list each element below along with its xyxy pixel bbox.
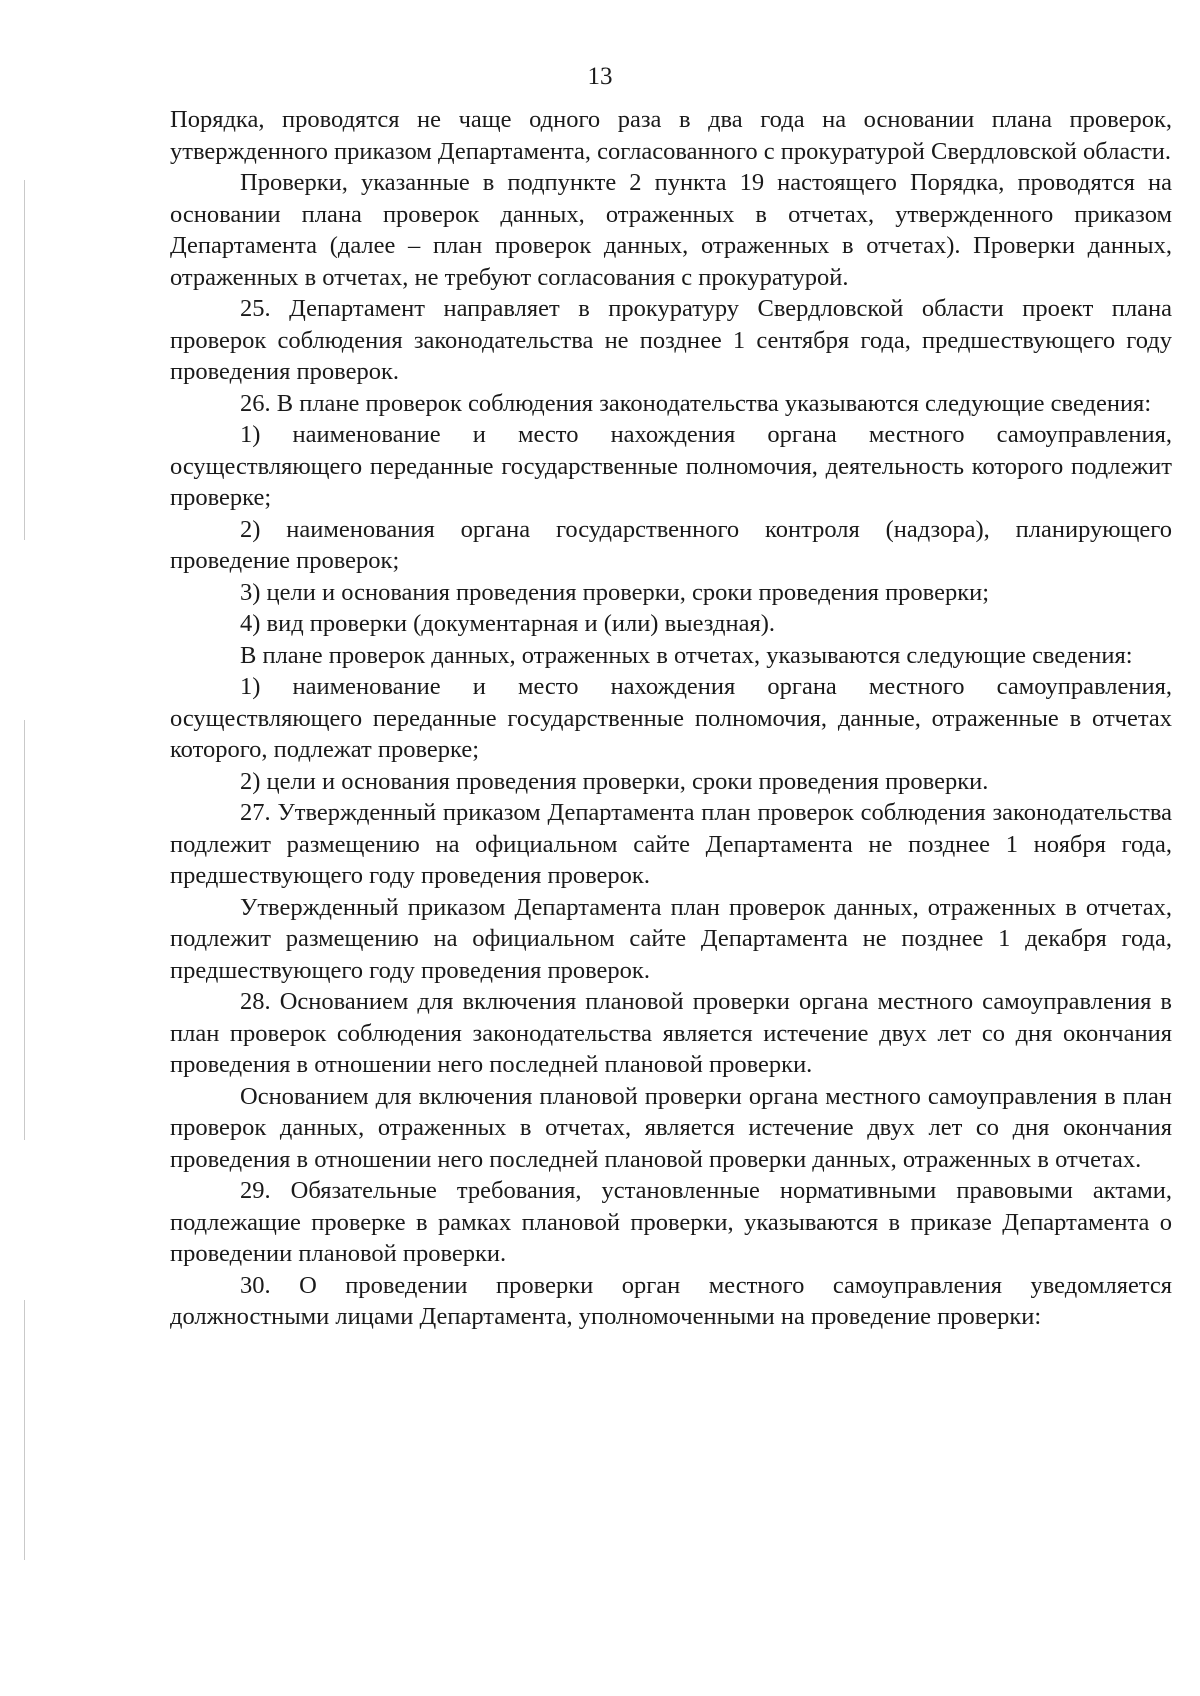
list-item: 2) наименования органа государственного контроля (надзора), планирующего проведение проверок; (170, 515, 1172, 574)
scan-edge-mark (24, 180, 25, 540)
paragraph: Порядка, проводятся не чаще одного раза в два года на основании плана проверок, утвержденного приказом Департамента, согласованного с прокуратурой Свердловской области. (170, 106, 1172, 165)
paragraph: Проверки, указанные в подпункте 2 пункта 19 настоящего Порядка, проводятся на основании плана проверок данных, отраженных в отчетах, утвержденного приказом Департамента (далее – план проверок данных, отраженных в отчетах). Проверки данных, отраженных в отчетах, не требуют согласования с прокуратурой. (170, 169, 1172, 291)
scan-edge-mark (24, 720, 25, 1140)
paragraph-item-25: 25. Департамент направляет в прокуратуру Свердловской области проект плана проверок соблюдения законодательства не позднее 1 сентября года, предшествующего году проведения проверок. (170, 295, 1172, 385)
paragraph: В плане проверок данных, отраженных в отчетах, указываются следующие сведения: (240, 641, 1133, 669)
paragraph: Утвержденный приказом Департамента план проверок данных, отраженных в отчетах, подлежит размещению на официальном сайте Департамента не позднее 1 декабря года, предшествующего году проведения проверок. (170, 893, 1172, 984)
paragraph-item-30: 30. О проведении проверки орган местного самоуправления уведомляется должностными лицами Департамента, уполномоченными на проведение проверки: (170, 1271, 1172, 1330)
list-item: 4) вид проверки (документарная и (или) выездная). (240, 610, 776, 637)
scan-edge-mark (24, 1300, 25, 1560)
paragraph-item-26: 26. В плане проверок соблюдения законодательства указываются следующие сведения: (240, 389, 1152, 417)
paragraph-item-29: 29. Обязательные требования, установленные нормативными правовыми актами, подлежащие проверке в рамках плановой проверки, указываются в приказе Департамента о проведении плановой проверки. (170, 1177, 1172, 1267)
list-item: 3) цели и основания проведения проверки, сроки проведения проверки; (240, 578, 990, 606)
document-body (170, 104, 1172, 1333)
paragraph-item-27: 27. Утвержденный приказом Департамента план проверок соблюдения законодательства подлежит размещению на официальном сайте Департамента не позднее 1 ноября года, предшествующего году проведения проверок. (170, 799, 1172, 889)
list-item: 2) цели и основания проведения проверки, сроки проведения проверки. (240, 767, 989, 795)
list-item: 1) наименование и место нахождения органа местного самоуправления, осуществляющего переданные государственные полномочия, деятельность которого подлежит проверке; (170, 421, 1172, 511)
list-item: 1) наименование и место нахождения органа местного самоуправления, осуществляющего переданные государственные полномочия, данные, отраженные в отчетах которого, подлежат проверке; (170, 673, 1172, 763)
paragraph: Основанием для включения плановой проверки органа местного самоуправления в план проверок данных, отраженных в отчетах, является истечение двух лет со дня окончания проведения в отношении него последней плановой проверки данных, отраженных в отчетах. (170, 1082, 1172, 1173)
page-number: 13 (587, 63, 613, 90)
paragraph-item-28: 28. Основанием для включения плановой проверки органа местного самоуправления в план проверок соблюдения законодательства является истечение двух лет со дня окончания проведения в отношении него последней плановой проверки. (170, 988, 1172, 1078)
